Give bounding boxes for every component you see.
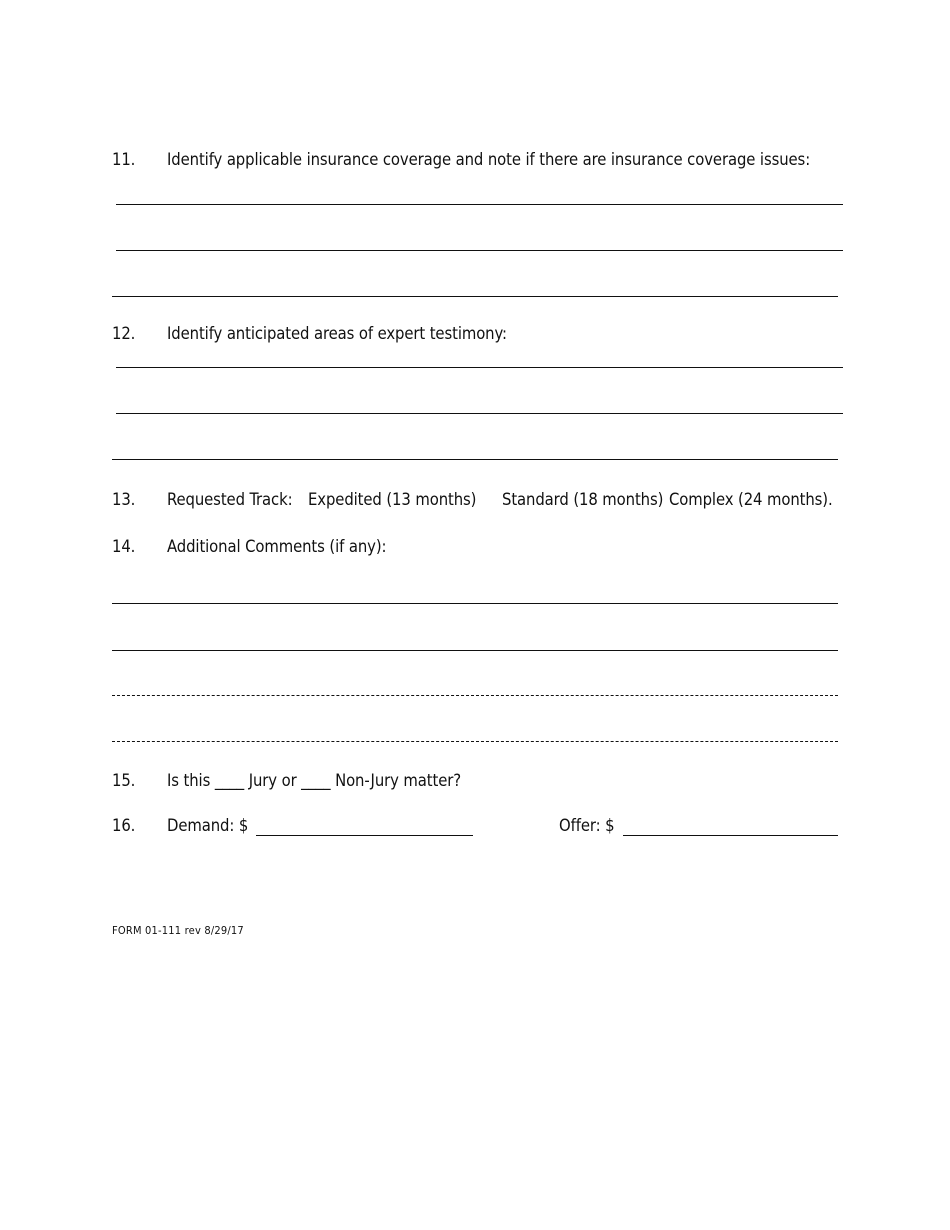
track-option-complex[interactable]: Complex (24 months). [669, 490, 833, 509]
answer-line[interactable] [116, 250, 843, 251]
question-number: 11. [112, 150, 136, 169]
answer-line[interactable] [112, 459, 838, 460]
question-number: 15. [112, 771, 136, 790]
question-text: Additional Comments (if any): [167, 537, 387, 556]
offer-label: Offer: $ [559, 816, 615, 835]
requested-track-label: Requested Track: [167, 490, 293, 509]
comment-dashed-line[interactable] [112, 695, 838, 696]
comment-line[interactable] [112, 650, 838, 651]
track-option-expedited[interactable]: Expedited (13 months) [308, 490, 477, 509]
question-number: 16. [112, 816, 136, 835]
question-text: Identify anticipated areas of expert testimony: [167, 324, 507, 343]
question-number: 12. [112, 324, 136, 343]
demand-label: Demand: $ [167, 816, 249, 835]
answer-line[interactable] [116, 413, 843, 414]
jury-question-text[interactable]: Is this ____ Jury or ____ Non-Jury matter? [167, 771, 462, 790]
form-id-footer: FORM 01-111 rev 8/29/17 [112, 924, 244, 937]
demand-amount-field[interactable] [256, 835, 473, 836]
offer-amount-field[interactable] [623, 835, 838, 836]
question-text: Identify applicable insurance coverage and note if there are insurance coverage issues: [167, 150, 811, 169]
comment-dashed-line[interactable] [112, 741, 838, 742]
answer-line[interactable] [112, 296, 838, 297]
answer-line[interactable] [116, 367, 843, 368]
question-number: 14. [112, 537, 136, 556]
question-number: 13. [112, 490, 136, 509]
comment-line[interactable] [112, 603, 838, 604]
track-option-standard[interactable]: Standard (18 months) [502, 490, 664, 509]
answer-line[interactable] [116, 204, 843, 205]
